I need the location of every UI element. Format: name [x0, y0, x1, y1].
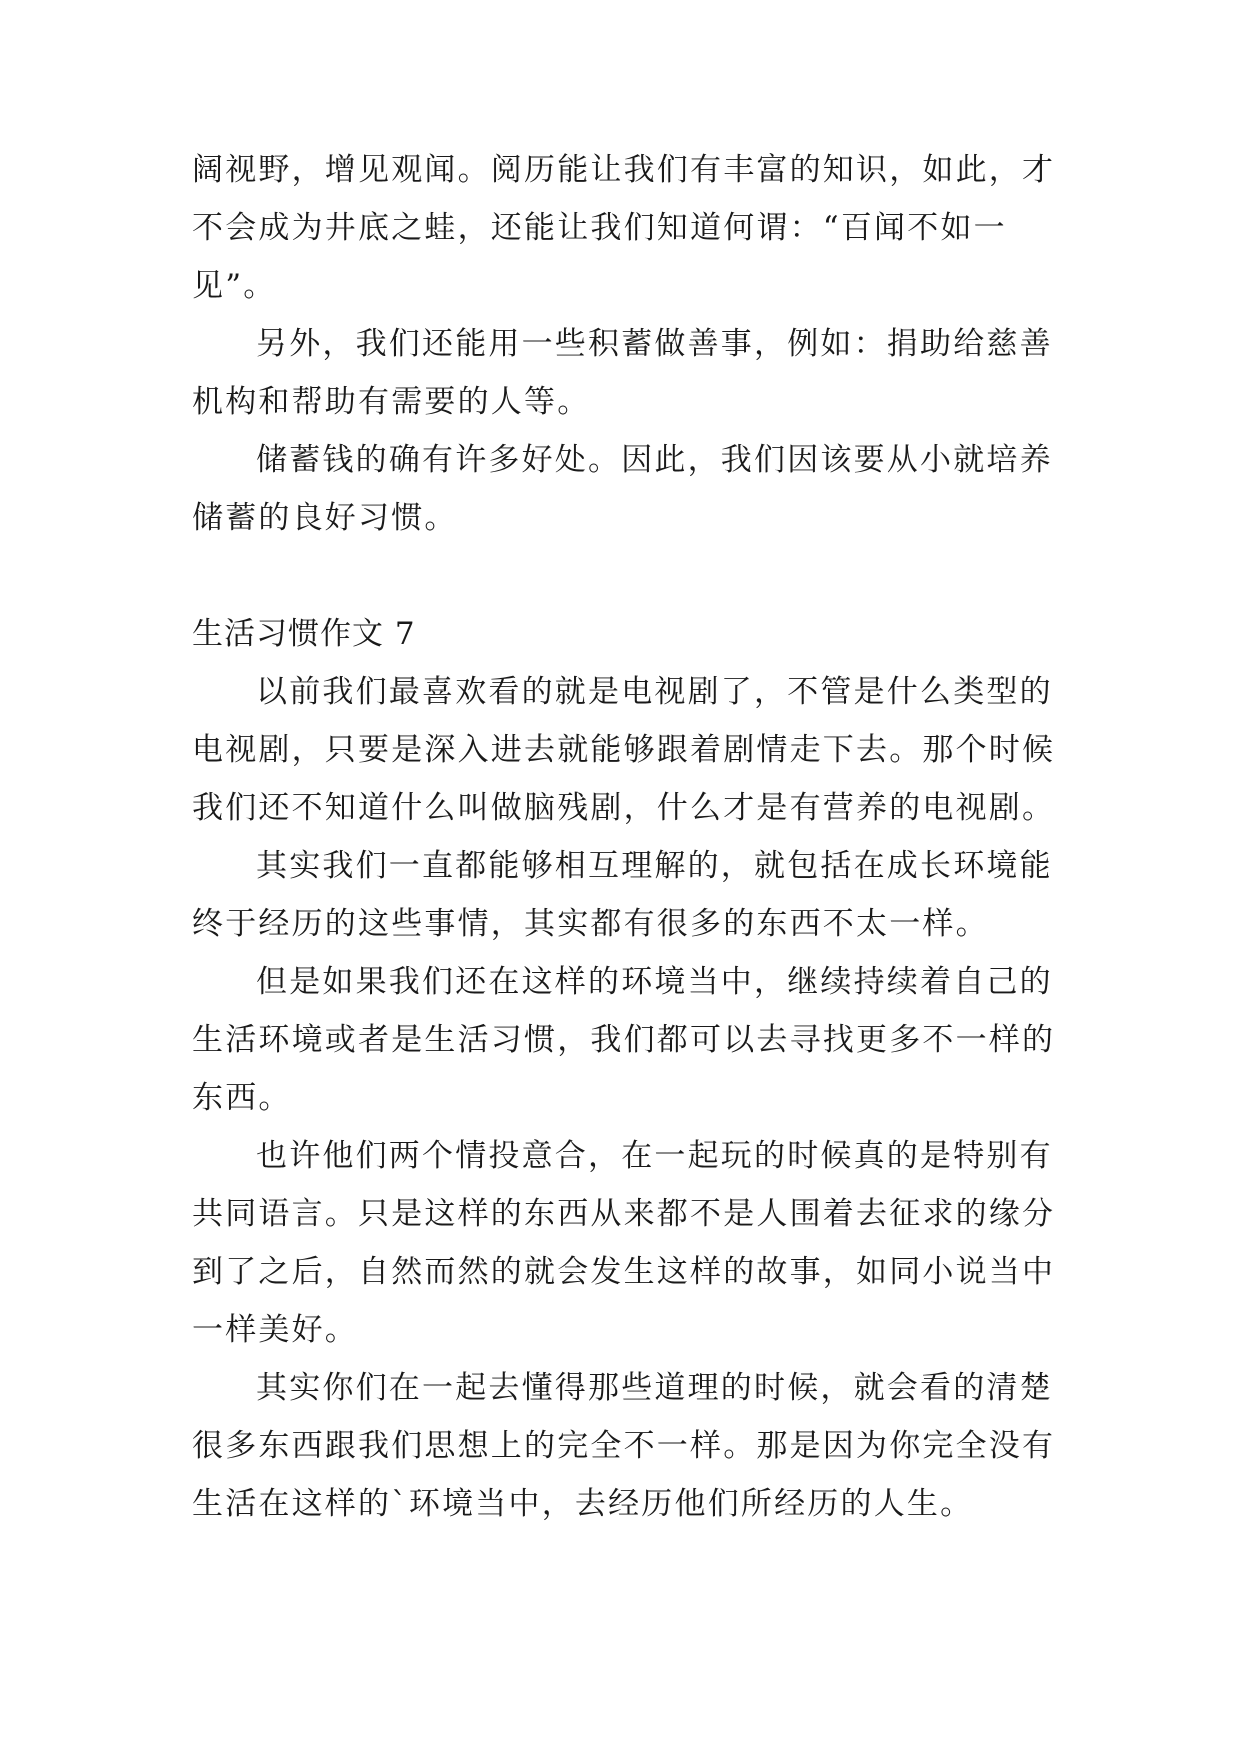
text-line: 见”。: [192, 268, 277, 304]
text-line: 一样美好。: [192, 1312, 358, 1348]
text-line: 生活环境或者是生活习惯，我们都可以去寻找更多不一样的: [192, 1022, 1056, 1058]
text-line: 我们还不知道什么叫做脑残剧，什么才是有营养的电视剧。: [192, 790, 1056, 826]
paragraph-start: 也许他们两个情投意合，在一起玩的时候真的是特别有: [256, 1138, 1053, 1174]
paragraph-start: 但是如果我们还在这样的环境当中，继续持续着自己的: [256, 964, 1053, 1000]
text-line: 电视剧，只要是深入进去就能够跟着剧情走下去。那个时候: [192, 732, 1056, 768]
text-line: 共同语言。只是这样的东西从来都不是人围着去征求的缘分: [192, 1196, 1056, 1232]
text-line: 机构和帮助有需要的人等。: [192, 384, 591, 420]
text-line: 终于经历的这些事情，其实都有很多的东西不太一样。: [192, 906, 989, 942]
paragraph-start: 另外，我们还能用一些积蓄做善事，例如：捐助给慈善: [256, 326, 1053, 362]
text-line: 阔视野，增见观闻。阅历能让我们有丰富的知识，如此，才: [192, 152, 1056, 188]
text-line: 东西。: [192, 1080, 292, 1116]
paragraph-start: 其实我们一直都能够相互理解的，就包括在成长环境能: [256, 848, 1053, 884]
paragraph-start: 以前我们最喜欢看的就是电视剧了，不管是什么类型的: [256, 674, 1053, 710]
text-line: 储蓄的良好习惯。: [192, 500, 458, 536]
text-line: 不会成为井底之蛙，还能让我们知道何谓：“百闻不如一: [192, 210, 1007, 246]
paragraph-start: 储蓄钱的确有许多好处。因此，我们因该要从小就培养: [256, 442, 1053, 478]
text-line: 到了之后，自然而然的就会发生这样的故事，如同小说当中: [192, 1254, 1056, 1290]
paragraph-start: 其实你们在一起去懂得那些道理的时候，就会看的清楚: [256, 1370, 1053, 1406]
text-line: 生活在这样的`环境当中，去经历他们所经历的人生。: [192, 1486, 974, 1522]
section-heading: 生活习惯作文 7: [192, 616, 416, 652]
text-line: 很多东西跟我们思想上的完全不一样。那是因为你完全没有: [192, 1428, 1056, 1464]
